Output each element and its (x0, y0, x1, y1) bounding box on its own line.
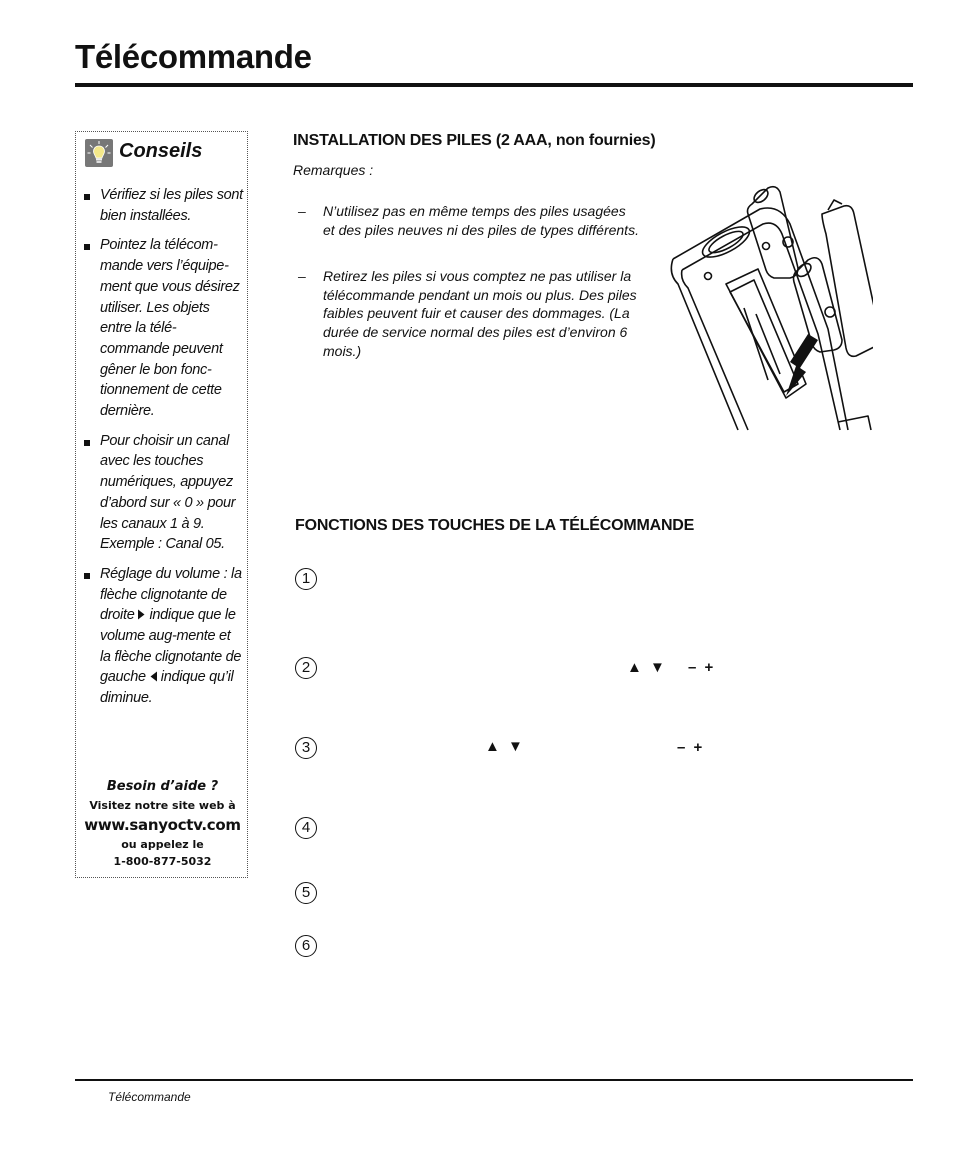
triangle-right-icon (137, 609, 146, 620)
tips-box (75, 131, 248, 878)
install-heading (293, 132, 655, 150)
tips-title: Conseils (119, 140, 203, 162)
triangle-left-icon (149, 671, 158, 682)
help-website-link[interactable]: www.sanyoctv.com (84, 816, 241, 834)
volume-minus-plus-symbol: – + (677, 739, 705, 756)
page-footer: Télécommande (108, 1090, 191, 1104)
volume-minus-plus-symbol: – + (688, 659, 716, 676)
install-note-text: N’utilisez pas en même temps des piles usagées et des piles neuves ni des piles de types différents. (323, 203, 639, 238)
functions-heading: FONCTIONS DES TOUCHES DE LA TÉLÉCOMMANDE (295, 517, 695, 534)
function-number: 4 (295, 817, 317, 839)
help-block (76, 779, 249, 870)
install-note: – N’utilisez pas en même temps des piles usagées et des piles neuves ni des piles de types différents. (298, 202, 668, 239)
arrow-up-down-icon: ▲ ▼ (485, 738, 525, 755)
function-number: 6 (295, 935, 317, 957)
install-heading-main: INSTALLATION DES PILES (293, 132, 492, 149)
tip-volume-text: indique que le volume aug-mente et la flèche clignotante de gauche (100, 607, 242, 686)
title-rule (75, 83, 913, 87)
install-note-text: Retirez les piles si vous comptez ne pas utiliser la télécommande pendant un mois ou plus. Des piles faibles peuvent fuir et causer des dommages. (La durée de service normal des piles est d’environ 6 mois.) (323, 268, 637, 359)
help-call: ou appelez le (121, 838, 204, 851)
function-number: 3 (295, 737, 317, 759)
tip-volume-text: indique qu’il diminue. (100, 669, 234, 707)
install-heading-detail: (2 AAA, non fournies) (495, 132, 656, 149)
tip-item: Pointez la télécom-mande vers l’équipe-ment que vous désirez utiliser. Les objets entre la télé-commande peuvent gêner le bon fonc-tionnement de cette dernière. (84, 235, 244, 421)
arrow-up-down-icon: ▲ ▼ (627, 659, 667, 676)
install-note: – Retirez les piles si vous comptez ne pas utiliser la télécommande pendant un mois ou plus. Des piles faibles peuvent fuir et causer des dommages. (La durée de service normal des piles est d’environ 6 mois.) (298, 267, 668, 361)
tips-list (84, 185, 244, 718)
function-number: 2 (295, 657, 317, 679)
help-phone: 1-800-877-5032 (113, 855, 212, 868)
function-number: 1 (295, 568, 317, 590)
tip-item-volume (84, 564, 244, 709)
tip-item: Pour choisir un canal avec les touches numériques, appuyez d’abord sur « 0 » pour les canaux 1 à 9. Exemple : Canal 05. (84, 431, 244, 555)
remarks-label: Remarques : (293, 162, 374, 178)
help-question: Besoin d’aide ? (106, 779, 219, 794)
remote-battery-illustration (668, 184, 873, 432)
page-title: Télécommande (75, 38, 312, 75)
help-visit: Visitez notre site web à (89, 799, 236, 812)
footer-rule (75, 1079, 913, 1081)
tip-item: Vérifiez si les piles sont bien installées. (84, 185, 244, 226)
lightbulb-icon (85, 139, 113, 167)
function-number: 5 (295, 882, 317, 904)
tip-volume-text: Réglage du volume : la flèche clignotante de droite (100, 565, 242, 624)
